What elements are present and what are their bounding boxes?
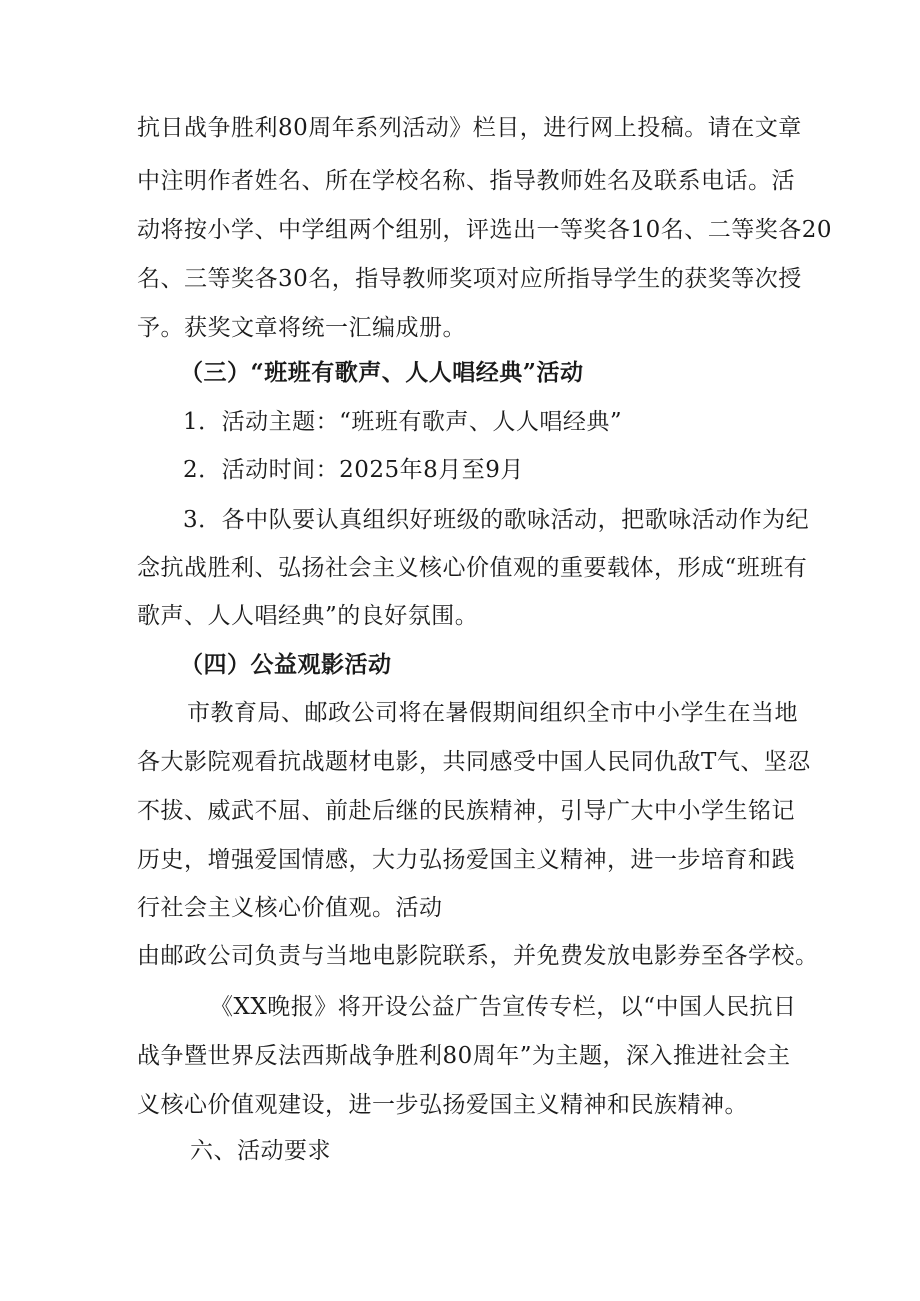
paragraph-line: 动将按小学、中学组两个组别，评选出一等奖各10名、二等奖各20 xyxy=(137,217,833,243)
paragraph-line: 名、三等奖各30名，指导教师奖项对应所指导学生的获奖等次授 xyxy=(137,266,802,292)
section-heading-4: （四）公益观影活动 xyxy=(180,651,392,678)
paragraph-line: 抗日战争胜利80周年系列活动》栏目，进行网上投稿。请在文章 xyxy=(137,115,802,141)
list-item-3-line: 3．各中队要认真组织好班级的歌咏活动，把歌咏活动作为纪 xyxy=(183,507,810,533)
paragraph-line: 由邮政公司负责与当地电影院联系，并免费发放电影券至各学校。 xyxy=(137,943,819,969)
paragraph-line: 予。获奖文章将统一汇编成册。 xyxy=(137,315,466,341)
paragraph-line: 义核心价值观建设，进一步弘扬爱国主义精神和民族精神。 xyxy=(137,1092,748,1118)
paragraph-line: 中注明作者姓名、所在学校名称、指导教师姓名及联系电话。活 xyxy=(137,168,795,194)
paragraph-line: 历史，增强爱国情感，大力弘扬爱国主义精神，进一步培育和践 xyxy=(137,847,795,873)
list-item-3-line: 歌声、人人唱经典”的良好氛围。 xyxy=(137,603,479,629)
paragraph-line: 《XX晚报》将开设公益广告宣传专栏，以“中国人民抗日 xyxy=(210,994,797,1020)
paragraph-line: 市教育局、邮政公司将在暑假期间组织全市中小学生在当地 xyxy=(187,700,798,726)
list-item-1: 1．活动主题：“班班有歌声、人人唱经典” xyxy=(183,409,623,435)
list-item-2: 2．活动时间：2025年8月至9月 xyxy=(183,457,524,483)
paragraph-line: 行社会主义核心价值观。活动 xyxy=(137,895,443,921)
list-item-3-line: 念抗战胜利、弘扬社会主义核心价值观的重要载体，形成“班班有 xyxy=(137,555,808,581)
paragraph-line: 不拔、威武不屈、前赴后继的民族精神，引导广大中小学生铭记 xyxy=(137,798,795,824)
section-heading-3: （三）“班班有歌声、人人唱经典”活动 xyxy=(180,359,584,386)
section-heading-6: 六、活动要求 xyxy=(190,1138,331,1164)
paragraph-line: 战争暨世界反法西斯战争胜利80周年”为主题，深入推进社会主 xyxy=(137,1043,791,1069)
paragraph-line: 各大影院观看抗战题材电影，共同感受中国人民同仇敌T气、坚忍 xyxy=(137,749,811,775)
